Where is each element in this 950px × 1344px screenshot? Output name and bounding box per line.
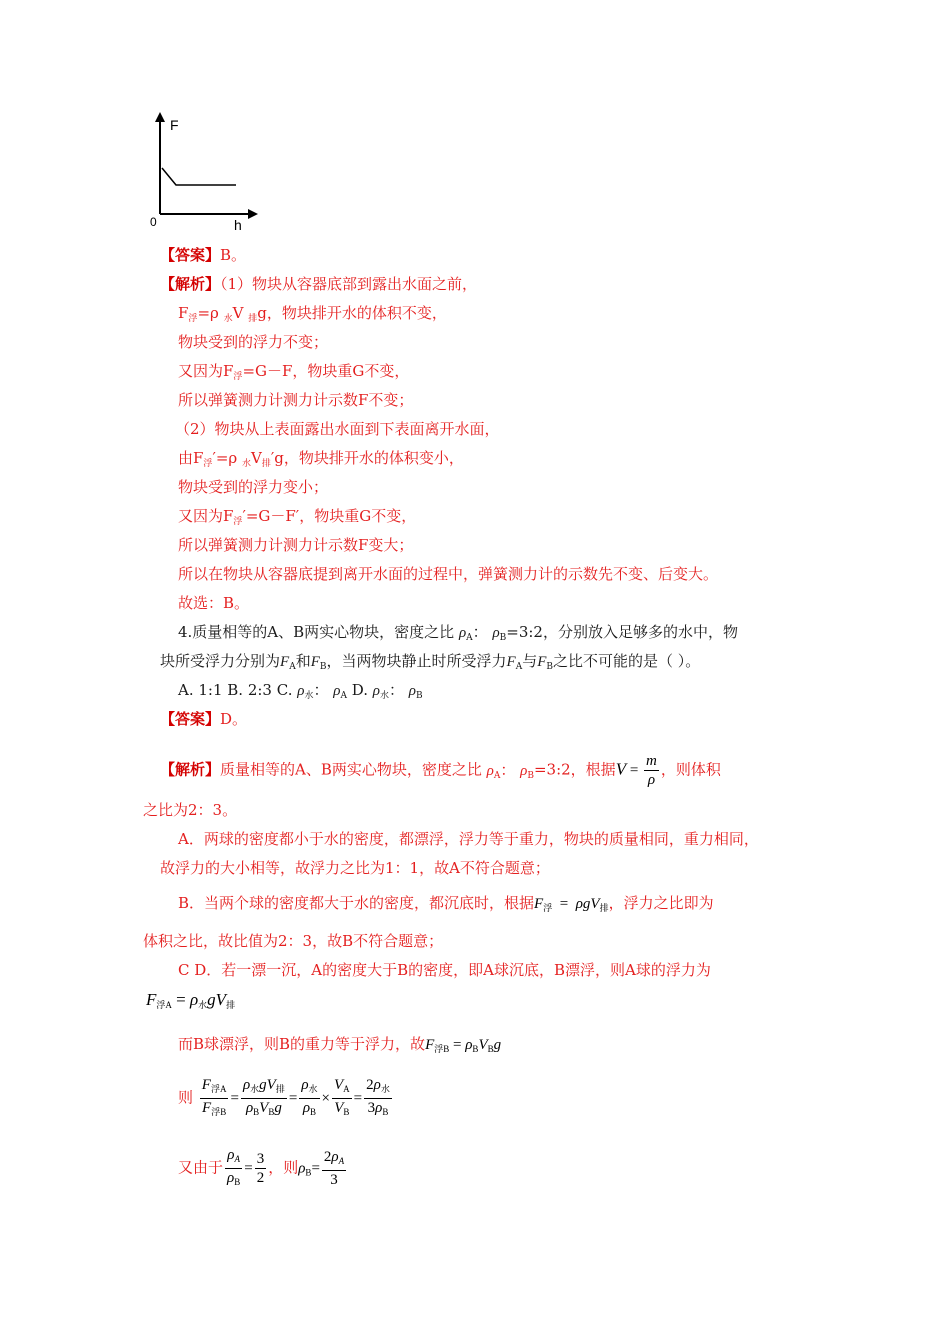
density-formula: $\frac{m}{\rho}$ [646, 753, 657, 788]
force-depth-graph [146, 108, 264, 234]
analysis-bracket: 【解析】 [160, 275, 221, 293]
force-curve [162, 168, 236, 185]
x-axis-label: h [234, 217, 242, 233]
analysis-4-ratio: 则 $\frac{F_{浮A}}{F_{浮B}}$ = $\frac{\rho_水gV_排}{\rho_BV_Bg}$ = $\frac{\rho_水}{\rho_B}$ × $\frac{V_A}{V_B}$ = $\frac{2\rho_水}{3\rho_B}$ [178, 1077, 390, 1117]
analysis-1-line-2: $F_浮=\rho$ $_水$V $_排$g，物块排开水的体积不变， [178, 304, 447, 324]
answer-text: D。 [220, 710, 248, 728]
analysis-1-line-11: 所以在物块从容器底提到离开水面的过程中，弹簧测力计的示数先不变、后变大。 [178, 565, 719, 583]
x-axis-arrow [248, 209, 258, 219]
analysis-4-option-cd-1: C D．若一漂一沉，A的密度大于B的密度，即A球沉底，B漂浮，则A球的浮力为 [178, 961, 711, 979]
y-axis-arrow [155, 112, 165, 122]
analysis-1-line-8: 物块受到的浮力变小； [178, 478, 329, 496]
y-axis-label: F [170, 117, 179, 133]
answer-1 [160, 245, 246, 265]
analysis-1-line-6: （2）物块从上表面露出水面到下表面离开水面， [175, 420, 500, 438]
analysis-4-option-a-1: A．两球的密度都小于水的密度，都漂浮，浮力等于重力，物块的质量相同，重力相同， [178, 830, 759, 848]
analysis-1-line-9: 又因为$F_浮'=G-F'$，物块重G不变， [178, 507, 417, 527]
analysis-1-line-3: 物块受到的浮力不变； [178, 333, 329, 351]
analysis-4-line-2: 之比为2：3。 [143, 801, 238, 819]
analysis-4-option-b-2: 体积之比，故比值为2：3，故B不符合题意； [143, 932, 444, 950]
analysis-4-formula-fa: $F_{浮A} = \rho_水gV_排$ [146, 990, 236, 1010]
question-4-line-1: 4.质量相等的A、B两实心物块，密度之比 $\rho_A$： $\rho_B=3:2$，分别放入足够多的水中，物 [178, 623, 738, 643]
analysis-1-line-4: 又因为$F_浮=G-F$，物块重G不变， [178, 362, 410, 382]
question-4-options: A. 1:1 B. 2:3 C. $\rho_水$： $\rho_A$ D. $\rho_水$： $\rho_B$ [178, 681, 423, 701]
analysis-1-line-1: 【解析】（1）物块从容器底部到露出水面之前， [160, 275, 478, 293]
question-4-line-2: 块所受浮力分别为$F_A$和$F_B$，当两物块静止时所受浮力$F_A$与$F_B$之比不可能的是（ ）。 [160, 652, 701, 672]
analysis-4-line-1: 【解析】质量相等的A、B两实心物块，密度之比 $\rho_A$： $\rho_B=3:2$，根据V = $\frac{m}{\rho}$ ，则体积 [160, 753, 721, 788]
analysis-1-line-7: 由$F_浮'=\rho$ $_水V_排'g$，物块排开水的体积变小， [178, 449, 464, 469]
analysis-4-line-b-float: 而B球漂浮，则B的重力等于浮力，故$F_{浮B} = \rho_BV_Bg$ [178, 1035, 502, 1054]
buoyancy-formula: $F_浮=\rho$ $_水$V $_排$g [178, 304, 267, 324]
analysis-1-line-10: 所以弹簧测力计测力计示数F变大； [178, 536, 414, 554]
answer-4 [160, 709, 247, 729]
answer-bracket: 【答案】 [160, 710, 221, 728]
analysis-4-density-ratio: 又由于 $\frac{\rho_A}{\rho_B}$ = $\frac{3}{2}$ ，则$\rho_B=$ $\frac{2\rho_A}{3}$ [178, 1147, 345, 1188]
analysis-1-line-5: 所以弹簧测力计测力计示数F不变； [178, 391, 414, 409]
analysis-1-line-12: 故选：B。 [178, 594, 250, 612]
analysis-4-option-a-2: 故浮力的大小相等，故浮力之比为1：1，故A不符合题意； [160, 859, 550, 877]
answer-text: B。 [220, 246, 247, 264]
origin-label: 0 [150, 215, 157, 229]
analysis-4-option-b-1: B．当两个球的密度都大于水的密度，都沉底时，根据$F_浮 = \rho gV_排$，浮力之比即为 [178, 894, 714, 913]
answer-bracket: 【答案】 [160, 246, 221, 264]
